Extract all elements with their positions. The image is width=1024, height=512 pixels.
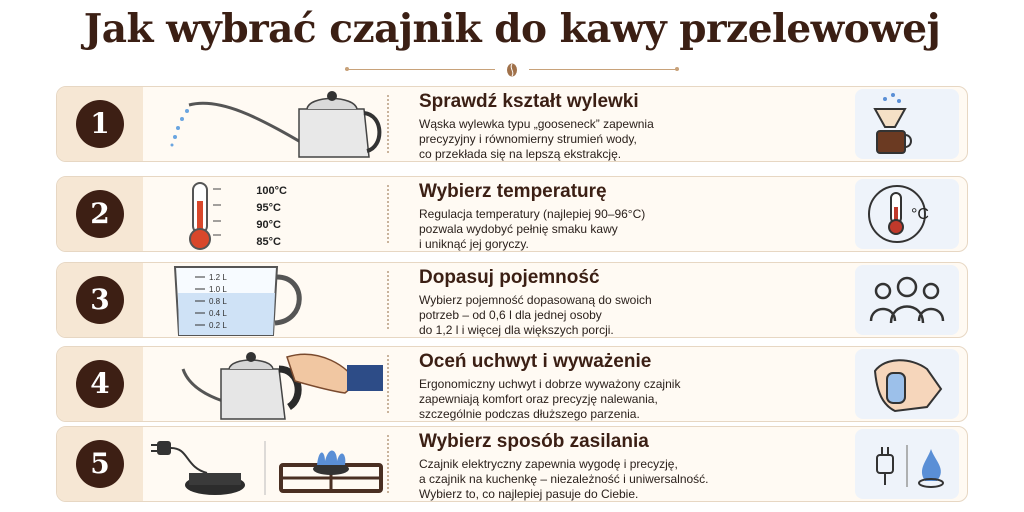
step-description: [419, 117, 779, 162]
step-row-3: [56, 262, 968, 338]
step-description-line: a czajnik na kuchenkę – niezależność i uniwersalność.: [419, 472, 709, 486]
celsius-label: °C: [911, 206, 929, 223]
jug-label: 1.0 L: [209, 285, 227, 294]
jug-label: 1.2 L: [209, 273, 227, 282]
step-badge-zone: [57, 87, 143, 161]
step-heading: Wybierz temperaturę: [419, 181, 607, 202]
step-badge-zone: [57, 427, 143, 501]
step-heading: Wybierz sposób zasilania: [419, 431, 649, 452]
thermometer-celsius-icon: [855, 179, 959, 249]
thermometer-illustration: [149, 177, 389, 251]
step-description-line: Wybierz pojemność dopasowaną do swoich: [419, 293, 652, 307]
step-heading: Sprawdź kształt wylewki: [419, 91, 639, 112]
title-divider: [345, 62, 679, 78]
step-row-2: [56, 176, 968, 252]
step-number: 5: [76, 440, 124, 488]
step-description-line: Regulacja temperatury (najlepiej 90–96°C): [419, 207, 646, 221]
thermometer-label: 100°C: [256, 185, 287, 197]
step-description: [419, 293, 779, 338]
jug-label: 0.8 L: [209, 297, 227, 306]
gooseneck-kettle-illustration: [149, 87, 389, 161]
step-description-line: pozwala wydobyć pełnię smaku kawy: [419, 222, 618, 236]
hand-grip-icon: [855, 349, 959, 419]
step-description-line: zapewniają komfort oraz precyzję nalewania,: [419, 392, 658, 406]
step-description-line: Wybierz to, co najlepiej pasuje do Ciebie.: [419, 487, 639, 501]
step-number: 4: [76, 360, 124, 408]
step-number: 1: [76, 100, 124, 148]
step-badge-zone: [57, 263, 143, 337]
step-row-5: [56, 426, 968, 502]
jug-label: 0.2 L: [209, 321, 227, 330]
step-description: [419, 377, 779, 422]
step-badge-zone: [57, 347, 143, 421]
thermometer-label: 95°C: [256, 202, 281, 214]
power-options-illustration: [149, 427, 389, 501]
plug-and-flame-icon: [855, 429, 959, 499]
step-description-line: precyzyjny i równomierny strumień wody,: [419, 132, 637, 146]
step-badge-zone: [57, 177, 143, 251]
thermometer-label: 85°C: [256, 236, 281, 248]
step-heading: Dopasuj pojemność: [419, 267, 600, 288]
step-row-4: [56, 346, 968, 422]
jug-label: 0.4 L: [209, 309, 227, 318]
step-heading: Oceń uchwyt i wyważenie: [419, 351, 652, 372]
step-description-line: i uniknąć jej goryczy.: [419, 237, 529, 251]
step-description-line: co przekłada się na lepszą ekstrakcję.: [419, 147, 622, 161]
step-description-line: do 1,2 l i więcej dla większych porcji.: [419, 323, 614, 337]
step-description-line: potrzeb – od 0,6 l dla jednej osoby: [419, 308, 602, 322]
thermometer-label: 90°C: [256, 219, 281, 231]
page-title: Jak wybrać czajnik do kawy przelewowej: [83, 6, 941, 52]
step-description-line: szczególnie podczas dłuższego parzenia.: [419, 407, 640, 421]
hand-holding-kettle-illustration: [149, 347, 389, 421]
step-description-line: Wąska wylewka typu „gooseneck” zapewnia: [419, 117, 654, 131]
step-number: 3: [76, 276, 124, 324]
people-icon: [855, 265, 959, 335]
step-description: [419, 457, 779, 502]
step-description-line: Czajnik elektryczny zapewnia wygodę i precyzję,: [419, 457, 678, 471]
step-description-line: Ergonomiczny uchwyt i dobrze wyważony czajnik: [419, 377, 681, 391]
step-row-1: [56, 86, 968, 162]
step-description: [419, 207, 779, 252]
measuring-jug-illustration: [149, 263, 389, 337]
pour-over-dripper-icon: [855, 89, 959, 159]
coffee-bean-icon: [505, 63, 519, 77]
step-number: 2: [76, 190, 124, 238]
